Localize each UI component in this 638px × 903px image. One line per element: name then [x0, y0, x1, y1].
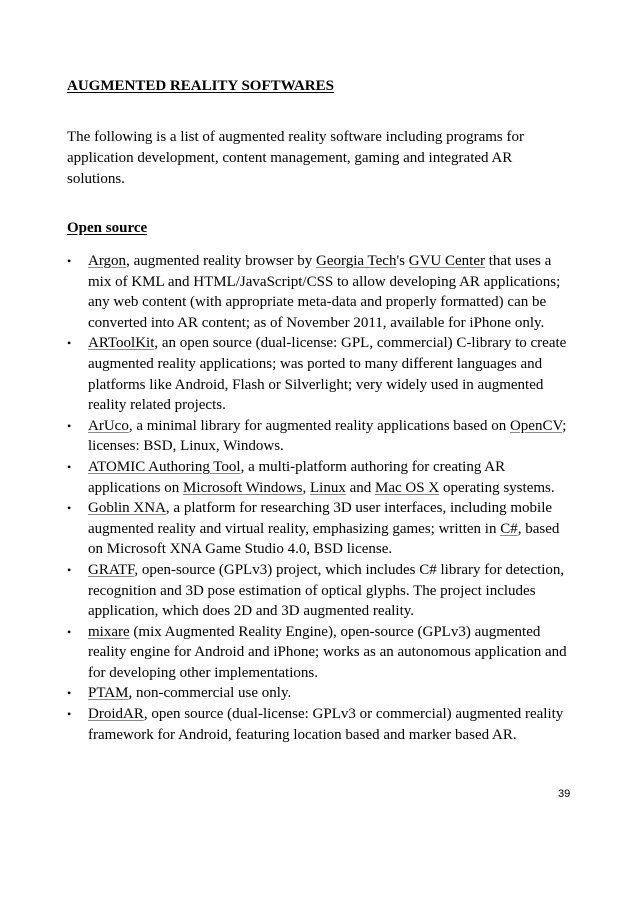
software-list — [67, 251, 573, 745]
item-link[interactable]: Linux — [310, 479, 346, 496]
item-text: , a platform for researching 3D user interfaces, including mobile augmented reality and virtual reality, emphasizing games; written in — [88, 500, 553, 537]
item-link[interactable]: mixare — [88, 623, 130, 640]
list-item — [67, 683, 573, 704]
item-link[interactable]: Georgia Tech — [316, 253, 397, 269]
bullet-icon: • — [67, 562, 72, 577]
item-link[interactable]: ATOMIC Authoring Tool — [88, 458, 241, 475]
list-item — [67, 251, 573, 333]
item-text: operating systems. — [439, 479, 555, 496]
item-text: that uses a mix of KML and HTML/JavaScript/CSS to allow developing AR applications; any web content (with appropriate meta-data and properly formatted) can be converted into AR content; as of November 2011, available for iPhone only. — [88, 253, 561, 331]
bullet-icon: • — [67, 707, 72, 722]
item-text: , a multi-platform authoring for creating AR applications on — [88, 458, 506, 496]
item-text: , non-commercial use only. — [128, 685, 292, 702]
item-link[interactable]: C# — [500, 520, 518, 537]
item-link[interactable]: Argon — [88, 253, 127, 269]
item-text: , an open source (dual-license: GPL, commercial) C-library to create augmented reality applications; was ported to many different languages and platforms like Android, Flash or Silverlight; very widely used in augmented reality related projects. — [88, 335, 567, 414]
item-link[interactable]: Mac OS X — [375, 479, 440, 496]
bullet-icon: • — [67, 686, 72, 701]
item-text: and — [345, 479, 376, 496]
bullet-icon: • — [67, 501, 72, 516]
list-item — [67, 333, 573, 415]
list-item — [67, 704, 573, 745]
page-number: 39 — [558, 788, 571, 800]
item-link[interactable]: Microsoft Windows — [182, 479, 303, 496]
item-link[interactable]: OpenCV — [509, 417, 563, 434]
item-link[interactable]: PTAM — [88, 685, 129, 702]
section-heading: AUGMENTED REALITY SOFTWARES — [67, 78, 334, 94]
open-source-heading: Open source — [67, 220, 148, 236]
item-text: , based on Microsoft XNA Game Studio 4.0, BSD license. — [88, 520, 560, 558]
bullet-icon: • — [67, 418, 72, 433]
item-text: , — [302, 479, 311, 496]
item-link[interactable]: DroidAR — [88, 706, 144, 723]
item-text: , open-source (GPLv3) project, which includes C# library for detection, recognition and 3D pose estimation of optical glyphs. The project includes application, which does 2D and 3D augmented reality. — [88, 561, 565, 620]
item-text: 's — [396, 253, 409, 269]
intro-paragraph: The following is a list of augmented reality software including programs for application development, content management, gaming and integrated AR solutions. — [67, 129, 524, 187]
list-item — [67, 457, 573, 498]
bullet-icon: • — [67, 459, 72, 474]
list-item — [67, 560, 573, 622]
item-text: , augmented reality browser by — [126, 253, 317, 269]
item-link[interactable]: GRATF — [88, 561, 135, 578]
bullet-icon: • — [67, 254, 72, 268]
item-link[interactable]: ARToolKit — [88, 335, 155, 352]
list-item — [67, 416, 573, 457]
item-link[interactable]: Goblin XNA — [88, 500, 166, 517]
item-text: , open source (dual-license: GPLv3 or commercial) augmented reality framework for Android, featuring location based and marker based AR. — [88, 706, 564, 743]
item-text: ; licenses: BSD, Linux, Windows. — [88, 417, 567, 455]
item-text: , a minimal library for augmented reality applications based on — [128, 417, 510, 434]
item-text: (mix Augmented Reality Engine), open-source (GPLv3) augmented reality engine for Android and iPhone; works as an autonomous application and for developing other implementations. — [88, 623, 567, 681]
bullet-icon: • — [67, 336, 72, 351]
bullet-icon: • — [67, 624, 72, 639]
item-link[interactable]: GVU Center — [408, 253, 485, 269]
item-link[interactable]: ArUco — [88, 417, 129, 434]
list-item — [67, 622, 573, 684]
list-item — [67, 498, 573, 560]
